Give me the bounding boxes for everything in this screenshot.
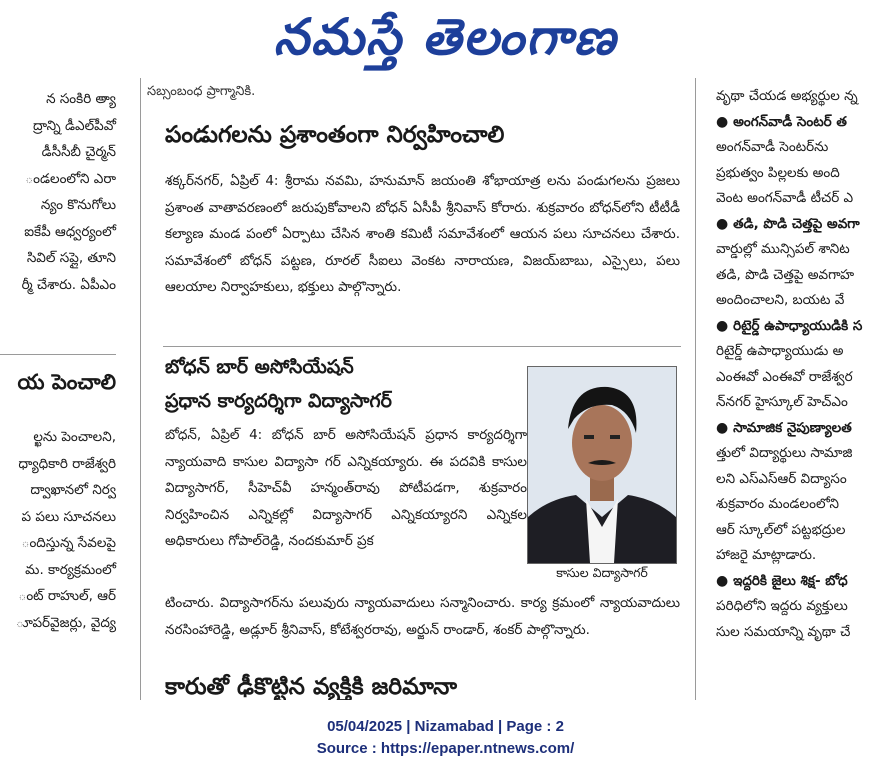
section-rule (163, 346, 681, 347)
article-body: టించారు. విద్యాసాగర్‌ను పలువురు న్యాయవాదులు సన్మానించారు. కార్య క్రమంలో న్యాయవాదులు నరసింహారెడ్డి, అడ్లూర్ శ్రీనివాస్, కోటేశ్వరరావు, అర్జున్ రాండార్, శంకర్ పాల్గొన్నారు. (165, 595, 680, 638)
bullet-icon: ● (716, 317, 734, 334)
text-line: ూపర్‌వైజర్లు, వైద్య (16, 614, 116, 631)
text-line (716, 263, 862, 289)
bullet-icon: ● (716, 215, 734, 232)
left-article-heading: య పెంచాలి (17, 370, 116, 394)
right-column-text (716, 84, 862, 645)
text-line: సివిల్ సప్లై, తూని (26, 250, 116, 266)
article-body: బోధన్, ఏప్రిల్ 4: బోధన్ బార్ అసోసియేషన్ ప్రధాన కార్యదర్శిగా న్యాయవాది కాసుల విద్యాసా గర్ ఎన్నికయ్యారు. ఈ పదవికి కాసుల విద్యాసాగర్, సీహెచ్‌వీ హన్మంత్‌రావు పోటీపడగా, శుక్రవారం నిర్వహించిన ఎన్నికల్లో విద్యాసాగర్ ఎన్నికయ్యారని ఎన్నికల అధికారులు గోపాల్‌రెడ్డి, నందకుమార్ ప్రక (165, 427, 527, 549)
text-line (716, 518, 862, 544)
bullet-icon: ● (716, 419, 734, 436)
text-line (716, 161, 862, 187)
text-line: ప పలు సూచనలు (21, 508, 116, 525)
article-heading: బోధన్ బార్ అసోసియేషన్ (165, 356, 354, 378)
text-line: ద్రాన్ని డీఎల్‌పీవో (33, 117, 116, 134)
line-text: వార్డుల్లో మున్సిపల్ శానిట (716, 241, 850, 257)
line-text: త్తులో విద్యార్థులు సామాజి (716, 445, 853, 461)
bullet-subheading (716, 569, 862, 595)
text-line (716, 620, 862, 646)
text-line (716, 441, 862, 467)
line-text: అందించాలని, బయట వే (716, 292, 845, 308)
person-portrait-image (528, 367, 676, 563)
source-link[interactable]: Source : https://epaper.ntnews.com/ (316, 740, 575, 757)
line-text: రిటైర్డ్ ఉపాధ్యాయుడు అ (716, 343, 844, 359)
article-heading: పండుగలను ప్రశాంతంగా నిర్వహించాలి (165, 122, 505, 148)
line-text: సామాజిక నైపుణ్యాలత (733, 419, 852, 436)
text-line: ఐకేపీ ఆధ్వర్యంలో (24, 223, 116, 240)
line-text: లని ఎస్‌ఎస్‌ఆర్ విద్యాసం (716, 470, 847, 487)
text-line (716, 237, 862, 263)
newspaper-title: నమస్తే తెలంగాణ (273, 8, 618, 66)
left-top-text (0, 86, 116, 298)
text-line (716, 84, 862, 110)
line-text: వెంట అంగన్‌వాడీ టీచర్ ఎ (716, 190, 854, 206)
text-line: న్యం కొనుగోలు (40, 197, 116, 213)
section-rule (0, 354, 116, 355)
line-text: హాజరై మాట్లాడారు. (716, 547, 817, 563)
bullet-icon: ● (716, 572, 734, 589)
bullet-subheading (716, 110, 862, 136)
text-line: ల్ఖను పెంచాలని, (33, 429, 116, 445)
text-line (716, 543, 862, 569)
article-festivals (165, 120, 680, 301)
text-line (716, 135, 862, 161)
text-line (716, 339, 862, 365)
line-text: ఎంఈవో ఎంఈవో రాజేశ్వర (716, 368, 853, 385)
text-line (716, 186, 862, 212)
text-line: న సంకిరి అ్యా (46, 91, 116, 107)
text-line (716, 492, 862, 518)
line-text: రిటైర్డ్ ఉపాధ్యాయుడికి స (733, 317, 863, 334)
next-article-heading: కారుతో ఢీకొట్టిన వ్యక్తికి జరిమానా (165, 674, 457, 700)
line-text: ఆర్ స్కూల్‌లో పట్టభద్రుల (716, 521, 846, 538)
article-bar-association-continued (165, 590, 680, 643)
line-text: అంగన్‌వాడీ సెంటర్‌ను (716, 139, 829, 155)
bullet-subheading (716, 416, 862, 442)
line-text: సుల సమయాన్ని వృథా చే (716, 623, 851, 640)
text-line: డీసీసీబీ చైర్మన్ (41, 144, 116, 160)
text-line (716, 467, 862, 493)
text-line (716, 390, 862, 416)
text-line: ంట్ రాహుల్, ఆర్ (18, 588, 116, 604)
bullet-subheading (716, 314, 862, 340)
line-text: అంగన్‌వాడీ సెంటర్ త (733, 113, 847, 130)
article-subheading: ప్రధాన కార్యదర్శిగా విద్యాసాగర్ (165, 390, 392, 412)
previous-article-tail: సబ్సంబంధ ప్రాగ్మానికి. (147, 84, 256, 99)
portrait-photo (527, 366, 677, 564)
left-column (0, 78, 120, 700)
article-body: శక్కర్‌నగర్, ఏప్రిల్ 4: శ్రీరామ నవమి, హనుమాన్ జయంతి శోభాయాత్ర లను పండుగలను ప్రజలు ప్రశాంత వాతావరణంలో జరుపుకోవాలని బోధన్ ఏసీపీ శ్రీనివాస్ కోరారు. శుక్రవారం బోధన్‌లోని టీటీడీ కల్యాణ మండ పంలో ఏర్పాటు చేసిన శాంతి కమిటీ సమావేశంలో ఆయన పలు సూచనలు చేశారు. సమావేశంలో బోధన్ పట్టణ, రూరల్ సీఐలు వెంకట నారాయణ, విజయ్‌బాబు, ఎస్సైలు, పలు ఆలయాల నిర్వాహకులు, భక్తులు పాల్గొన్నారు. (165, 173, 680, 295)
left-bottom-text (0, 424, 116, 636)
text-line (716, 288, 862, 314)
line-text: తడి, పొడి చెత్తపై అవగాహ (716, 266, 855, 283)
newspaper-page (0, 78, 891, 700)
text-line: ందిస్తున్న సేవలపై (21, 535, 116, 551)
text-line: మ. కార్యక్రమంలో (25, 561, 116, 578)
line-text: పరిధిలోని ఇద్దరు వ్యక్తులు (716, 598, 848, 614)
edition-info: 05/04/2025 | Nizamabad | Page : 2 (327, 718, 564, 735)
line-text: ఇద్దరికి జైలు శిక్ష- బోధ (733, 572, 848, 589)
page-footer (0, 700, 891, 781)
line-text: తడి, పొడి చెత్తపై అవగా (733, 215, 860, 232)
text-line (716, 365, 862, 391)
text-line (716, 594, 862, 620)
middle-column (145, 78, 685, 700)
text-line: ద్వాఖానలో నిర్వ (30, 482, 116, 498)
line-text: ప్రభుత్వం పిల్లలకు అంది (716, 164, 840, 181)
photo-caption: కాసుల విద్యాసాగర్ (556, 565, 648, 580)
article-bar-association (165, 350, 525, 555)
right-column (700, 78, 891, 700)
line-text: శుక్రవారం మండలంలోని (716, 496, 839, 512)
text-line: ండలంలోని ఎరా (25, 170, 116, 187)
line-text: వృథా చేయడ అభ్యర్థుల న్న (716, 88, 858, 104)
line-text: న్‌నగర్ హైస్కూల్ హెచ్‌ఎం (716, 394, 848, 410)
text-line: ధ్యాధికారి రాజేశ్వరి (18, 455, 116, 472)
text-line: ర్మీ చేశారు. ఏపీఎం (21, 276, 116, 293)
masthead (0, 0, 891, 78)
bullet-subheading (716, 212, 862, 238)
bullet-icon: ● (716, 113, 734, 130)
